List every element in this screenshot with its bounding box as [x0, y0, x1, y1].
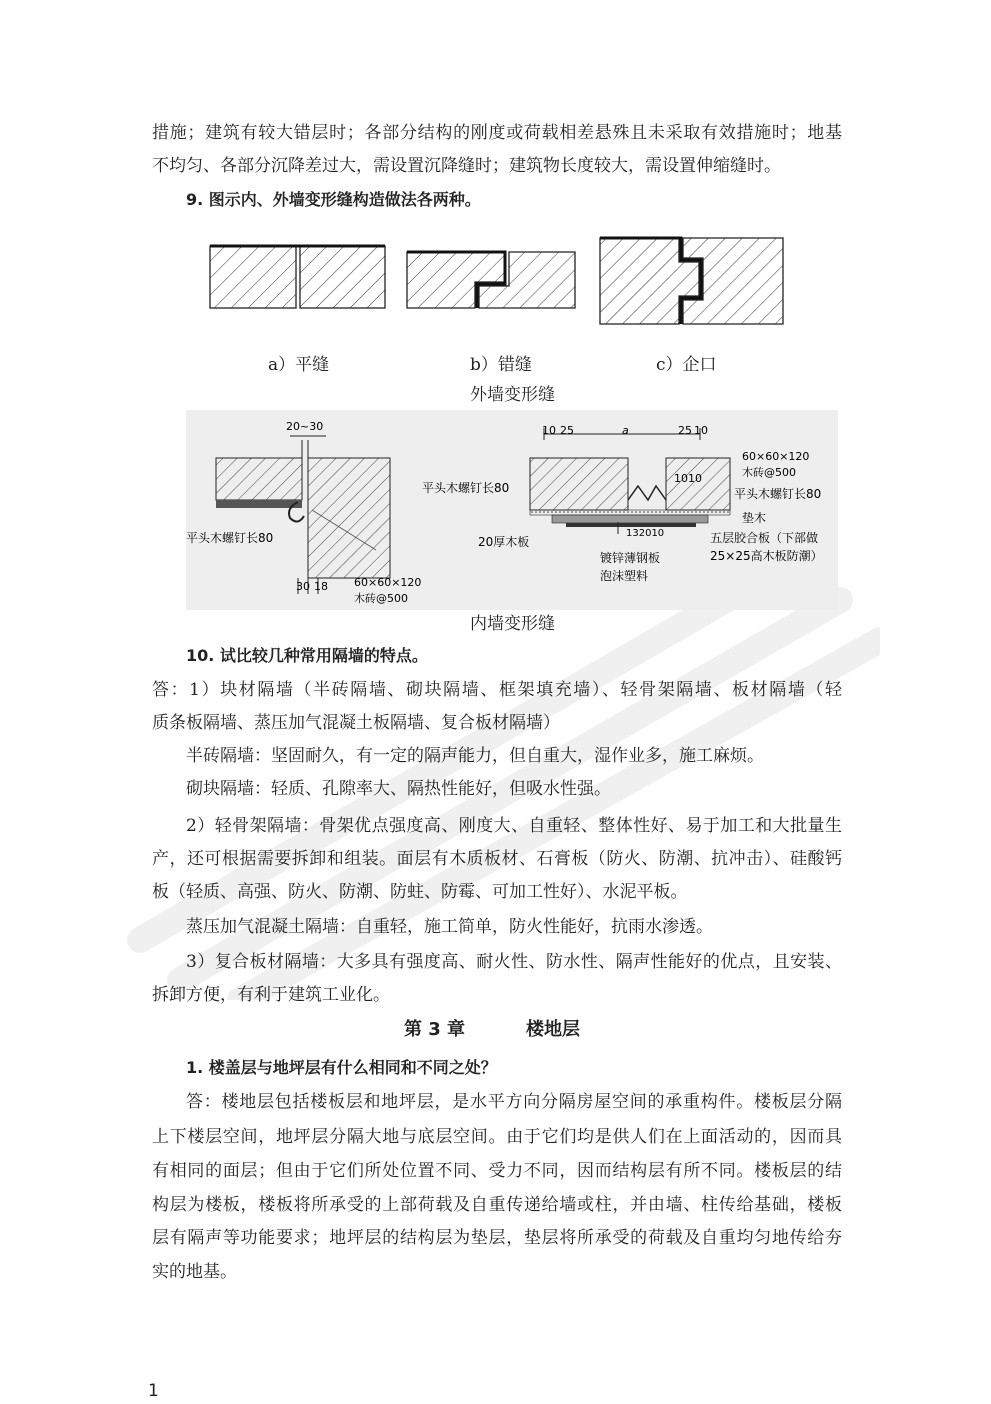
question-heading: 9. 图示内、外墙变形缝构造做法各两种。	[186, 190, 481, 209]
brick-label-right-1: 60×60×120	[742, 450, 810, 463]
screw-label-left: 平头木螺钉长80	[186, 531, 274, 545]
outer-caption-c: c）企口	[656, 355, 717, 375]
screw-label-right: 平头木螺钉长80	[734, 487, 822, 501]
text-line: 层有隔声等功能要求；地坪层的结构层为垫层，垫层将所承受的荷载及自重均匀地传给夯	[152, 1228, 842, 1248]
text-line: 2）轻骨架隔墙：骨架优点强度高、刚度大、自重轻、整体性好、易于加工和大批量生	[186, 816, 842, 836]
text-line: 产，还可根据需要拆卸和组装。面层有木质板材、石膏板（防火、防潮、抗冲击）、硅酸钙	[152, 849, 842, 869]
dim-30: 30	[296, 580, 310, 593]
question-heading: 10. 试比较几种常用隔墙的特点。	[186, 646, 428, 665]
dim-25-right: 25	[678, 424, 692, 437]
text-line: 拆卸方便，有利于建筑工业化。	[152, 985, 390, 1005]
chapter-number: 第 3 章	[404, 1019, 466, 1040]
foam-label: 泡沫塑料	[600, 569, 649, 583]
text-line: 蒸压加气混凝土隔墙：自重轻，施工简单，防火性能好，抗雨水渗透。	[186, 917, 713, 937]
dim-a: a	[622, 424, 629, 437]
flat-joint-drawing	[210, 246, 385, 308]
text-line: 上下楼层空间，地坪层分隔大地与底层空间。由于它们均是供人们在上面活动的，因而具	[152, 1127, 842, 1147]
dim-10-right: 10	[694, 424, 708, 437]
dim-18: 18	[314, 580, 328, 593]
dim-1010: 1010	[674, 472, 702, 485]
inner-joint-diagram	[186, 410, 838, 610]
text-line: 砌块隔墙：轻质、孔隙率大、隔热性能好，但吸水性强。	[186, 779, 611, 799]
chapter-title: 楼地层	[526, 1019, 580, 1040]
text-line: 有相同的面层；但由于它们所处位置不同、受力不同，因而结构层有所不同。楼板层的结	[152, 1161, 842, 1181]
text-line: 板（轻质、高强、防火、防潮、防蛀、防霉、可加工性好）、水泥平板。	[152, 882, 688, 902]
page-number: 1	[148, 1381, 159, 1401]
text-line: 不均匀、各部分沉降差过大，需设置沉降缝时；建筑物长度较大，需设置伸缩缝时。	[152, 156, 781, 176]
board-label: 20厚木板	[478, 535, 530, 549]
brick-label-left-2: 木砖@500	[354, 592, 408, 605]
text-line: 半砖隔墙：坚固耐久，有一定的隔声能力，但自重大，湿作业多，施工麻烦。	[186, 746, 764, 766]
text-line: 3）复合板材隔墙：大多具有强度高、耐火性、防水性、隔声性能好的优点，且安装、	[186, 952, 842, 972]
text-line: 实的地基。	[152, 1262, 237, 1282]
plywood-label-1: 五层胶合板（下部做	[710, 531, 819, 545]
outer-figure-caption: 外墙变形缝	[470, 385, 555, 405]
inner-figure-caption: 内墙变形缝	[470, 614, 555, 634]
brick-label-left-1: 60×60×120	[354, 576, 422, 589]
question-heading: 1. 楼盖层与地坪层有什么相同和不同之处？	[186, 1058, 497, 1077]
text-line: 答：楼地层包括楼板层和地坪层，是水平方向分隔房屋空间的承重构件。楼板层分隔	[186, 1092, 842, 1112]
text-line: 质条板隔墙、蒸压加气混凝土板隔墙、复合板材隔墙）	[152, 713, 560, 733]
outer-caption-a: a）平缝	[268, 355, 330, 375]
outer-caption-b: b）错缝	[470, 355, 532, 375]
plywood-label-2: 25×25高木板防潮）	[710, 549, 823, 563]
wood-pad-label: 垫木	[742, 511, 767, 525]
brick-label-right-2: 木砖@500	[742, 466, 796, 479]
staggered-joint-drawing	[407, 252, 575, 308]
dim-20-30: 20~30	[286, 420, 324, 433]
dim-10-left: 10	[542, 424, 556, 437]
text-line: 答：1）块材隔墙（半砖隔墙、砌块隔墙、框架填充墙）、轻骨架隔墙、板材隔墙（轻	[152, 680, 842, 700]
dim-vertical: 132010	[626, 528, 665, 539]
galvanized-label: 镀锌薄钢板	[600, 551, 661, 565]
outer-joint-diagrams	[205, 232, 845, 332]
text-line: 措施；建筑有较大错层时；各部分结构的刚度或荷载相差悬殊且未采取有效措施时；地基	[152, 123, 842, 143]
text-line: 构层为楼板，楼板将所承受的上部荷载及自重传递给墙或柱，并由墙、柱传给基础，楼板	[152, 1195, 842, 1215]
screw-label-mid: 平头木螺钉长80	[422, 481, 510, 495]
dim-25-left: 25	[560, 424, 574, 437]
tongue-groove-joint-drawing	[600, 238, 783, 324]
